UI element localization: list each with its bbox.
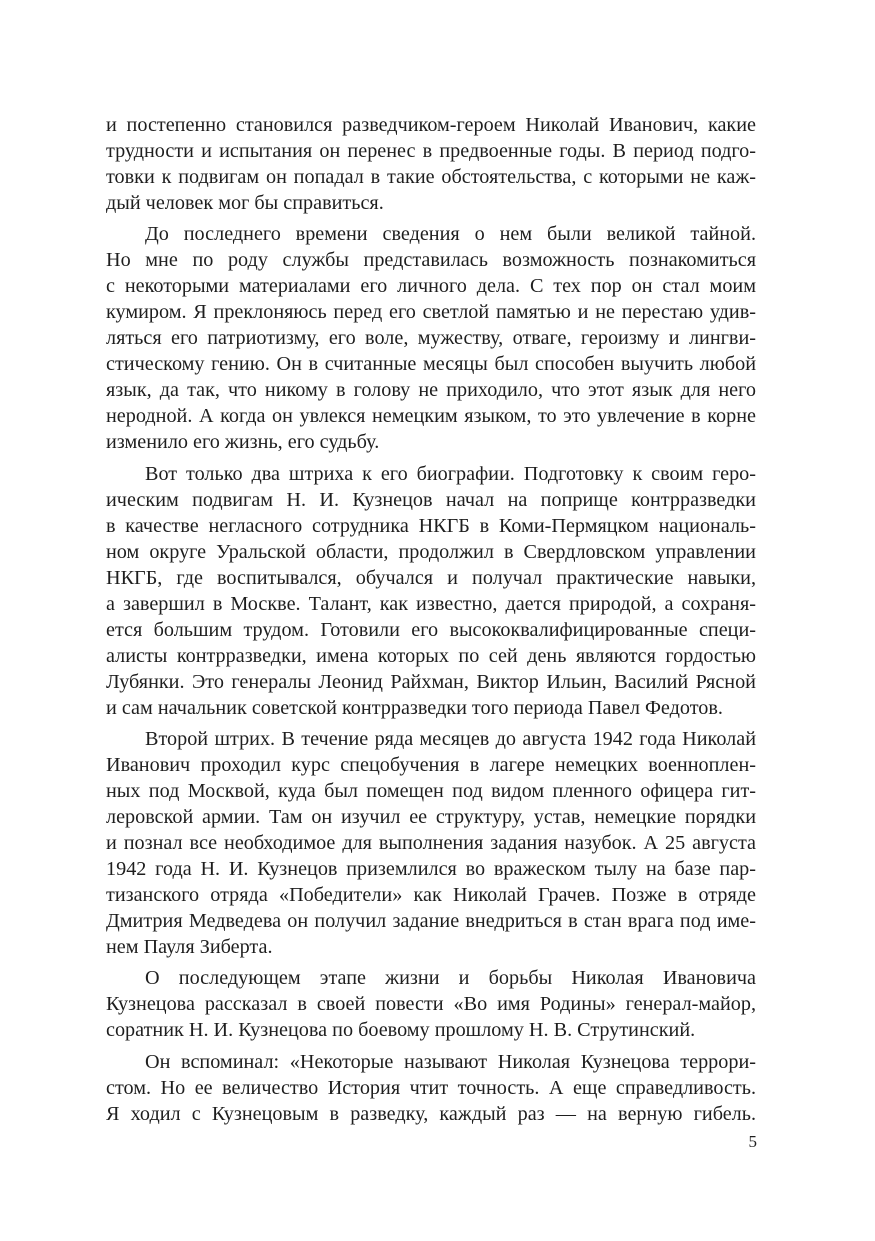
text-line: ных под Москвой, куда был помещен под видом пленного офицера гит- [106, 780, 756, 802]
text-line: До последнего времени сведения о нем были великой тайной. [145, 223, 756, 246]
text-line: кумиром. Я преклоняюсь перед его светлой памятью и не перестаю удив- [106, 301, 756, 324]
text-line: ляться его патриотизму, его воле, мужеству, отваге, героизму и лингви- [106, 327, 756, 350]
text-line: и постепенно становился разведчиком-героем Николай Иванович, какие [106, 114, 756, 136]
text-line: Кузнецова рассказал в своей повести «Во имя Родины» генерал-майор, [106, 993, 756, 1016]
text-line: нем Пауля Зиберта. [106, 935, 273, 958]
text-line: изменило его жизнь, его судьбу. [106, 431, 380, 454]
text-line: Я ходил с Кузнецовым в разведку, каждый раз — на верную гибель. [106, 1102, 756, 1125]
text-line: НКГБ, где воспитывался, обучался и получал практические навыки, [106, 566, 756, 589]
text-line: Иванович проходил курс спецобучения в лагере немецких военноплен- [106, 754, 756, 777]
text-line: Но мне по роду службы представилась возможность познакомиться [106, 249, 756, 272]
paragraph [106, 222, 756, 456]
text-line: стом. Но ее величество История чтит точность. А еще справедливость. [106, 1076, 756, 1099]
text-line: ическим подвигам Н. И. Кузнецов начал на поприще контрразведки [106, 488, 756, 511]
text-line: товки к подвигам он попадал в такие обстоятельства, с которыми не каж- [106, 165, 756, 188]
text-line: неродной. А когда он увлекся немецким языком, то это увлечение в корне [106, 405, 756, 428]
text-line: дый человек мог бы справиться. [106, 191, 384, 214]
paragraph [106, 1050, 756, 1128]
paragraph [106, 966, 756, 1044]
text-line: и сам начальник советской контрразведки того периода Павел Федотов. [106, 696, 723, 719]
text-line: стическому гению. Он в считанные месяцы был способен выучить любой [106, 353, 756, 376]
text-line: с некоторыми материалами его личного дела. С тех пор он стал моим [106, 275, 756, 298]
text-line: Он вспоминал: «Некоторые называют Николая Кузнецова террори- [145, 1050, 756, 1073]
text-line: алисты контрразведки, имена которых по сей день являются гордостью [106, 644, 756, 667]
text-line: трудности и испытания он перенес в предвоенные годы. В период подго- [106, 139, 756, 162]
text-line: в качестве негласного сотрудника НКГБ в Коми-Пермяцком националь- [106, 514, 756, 537]
text-line: 1942 года Н. И. Кузнецов приземлился во вражеском тылу на базе пар- [106, 857, 756, 880]
text-line: Вот только два штриха к его биографии. Подготовку к своим геро- [145, 462, 756, 485]
text-line: Дмитрия Медведева он получил задание внедриться в стан врага под име- [106, 909, 756, 932]
text-line: ется большим трудом. Готовили его высококвалифицированные специ- [106, 618, 756, 641]
text-line: тизанского отряда «Победители» как Николай Грачев. Позже в отряде [106, 883, 756, 906]
text-line: ном округе Уральской области, продолжил в Свердловском управлении [106, 540, 756, 563]
body-text [106, 113, 756, 1128]
text-line: леровской армии. Там он изучил ее структуру, устав, немецкие порядки [106, 805, 756, 828]
page-number: 5 [748, 1132, 757, 1151]
text-line: и познал все необходимое для выполнения задания назубок. А 25 августа [106, 831, 756, 854]
text-line: Второй штрих. В течение ряда месяцев до августа 1942 года Николай [145, 728, 756, 751]
text-line: Лубянки. Это генералы Леонид Райхман, Виктор Ильин, Василий Рясной [106, 670, 756, 693]
text-line: О последующем этапе жизни и борьбы Николая Ивановича [145, 967, 756, 990]
paragraph [106, 113, 756, 217]
text-line: соратник Н. И. Кузнецова по боевому прошлому Н. В. Струтинский. [106, 1019, 696, 1042]
paragraph [106, 727, 756, 961]
paragraph [106, 462, 756, 722]
text-line: а завершил в Москве. Талант, как известно, дается природой, а сохраня- [106, 592, 756, 615]
text-line: язык, да так, что никому в голову не приходило, что этот язык для него [106, 379, 756, 402]
